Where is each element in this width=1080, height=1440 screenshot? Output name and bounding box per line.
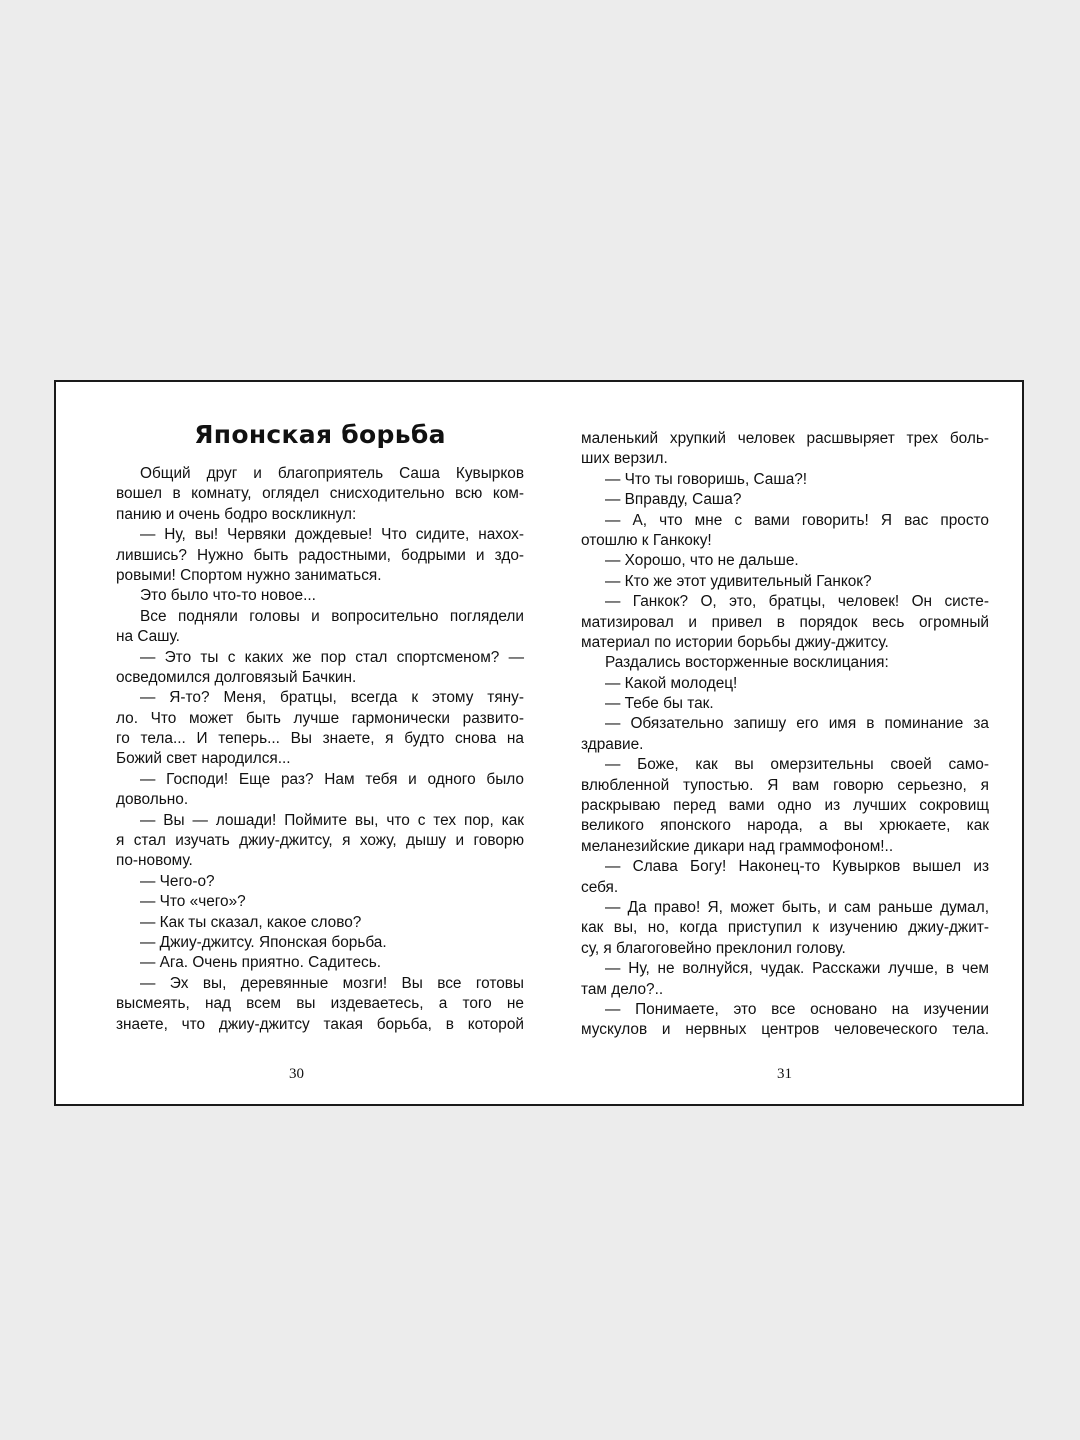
text-line: — Эх вы, деревянные мозги! Вы все готовы xyxy=(140,974,524,992)
text-line: — Вы — лошади! Поймите вы, что с тех пор, как xyxy=(140,811,524,829)
text-line: материал по истории борьбы джиу-джитсу. xyxy=(581,633,889,651)
text-line: — Да право! Я, может быть, и сам раньше думал, xyxy=(605,898,989,916)
text-line: раскрываю перед вами одно из лучших сокровищ xyxy=(581,797,989,815)
text-line: там дело?.. xyxy=(581,980,664,998)
text-line: — Это ты с каких же пор стал спортсменом? — xyxy=(140,648,524,666)
text-line: на Сашу. xyxy=(116,628,180,646)
text-line: лившись? Нужно быть радостными, бодрыми и здо- xyxy=(116,546,524,564)
text-line: — Обязательно запишу его имя в поминание за xyxy=(605,715,989,733)
text-line: Общий друг и благоприятель Саша Кувырков xyxy=(140,465,524,482)
text-line: матизировал и привел в порядок весь огромный xyxy=(581,613,989,631)
text-line: — Чего-о? xyxy=(140,872,215,890)
text-line: — Хорошо, что не дальше. xyxy=(605,552,799,570)
text-line: маленький хрупкий человек расшвыряет трех боль- xyxy=(581,430,989,447)
text-line: великого японского народа, а вы хрюкаете, как xyxy=(581,817,989,835)
right-page xyxy=(581,429,989,1041)
text-line: — Понимаете, это все основано на изучении xyxy=(605,1000,989,1018)
text-line: вошел в комнату, оглядел снисходительно всю ком- xyxy=(116,485,524,503)
page-number-right: 31 xyxy=(777,1066,792,1082)
text-line: — Как ты сказал, какое слово? xyxy=(140,913,362,931)
text-line: — Господи! Еще раз? Нам тебя и одного было xyxy=(140,770,524,788)
text-line: — Ну, вы! Червяки дождевые! Что сидите, нахох- xyxy=(140,526,524,544)
text-line: меланезийские дикари над граммофоном!.. xyxy=(581,837,894,855)
text-line: — Что ты говоришь, Саша?! xyxy=(605,470,808,488)
book-spread xyxy=(54,380,1024,1106)
text-line: по-новому. xyxy=(116,852,193,870)
text-line: панию и очень бодро воскликнул: xyxy=(116,505,357,523)
text-line: — Слава Богу! Наконец-то Кувырков вышел из xyxy=(605,858,989,876)
text-line: знаете, что джиу-джитсу такая борьба, в которой xyxy=(116,1015,524,1033)
text-line: — А, что мне с вами говорить! Я вас просто xyxy=(605,511,989,529)
text-line: Это было что-то новое... xyxy=(140,587,316,605)
page-number-left: 30 xyxy=(289,1066,304,1082)
text-line: отошлю к Ганкоку! xyxy=(581,531,712,549)
text-line: — Ганкок? О, это, братцы, человек! Он систе- xyxy=(605,593,989,611)
text-line: я стал изучать джиу-джитсу, я хожу, дышу и говорю xyxy=(116,832,524,850)
text-line: ло. Что может быть лучше гармонически развито- xyxy=(116,709,524,727)
text-line: довольно. xyxy=(116,791,189,809)
text-line: Божий свет народился... xyxy=(116,750,291,768)
text-line: высмеять, над всем вы издеваетесь, а того не xyxy=(116,995,524,1013)
text-line: осведомился долговязый Бачкин. xyxy=(116,668,357,686)
text-line: Все подняли головы и вопросительно поглядели xyxy=(140,607,524,625)
text-line: ших верзил. xyxy=(581,450,668,468)
text-line: мускулов и нервных центров человеческого тела. xyxy=(581,1021,989,1039)
text-line: — Кто же этот удивительный Ганкок? xyxy=(605,572,872,590)
text-line: как вы, но, когда приступил к изучению джиу-джит- xyxy=(581,919,989,937)
text-line: — Я-то? Меня, братцы, всегда к этому тяну- xyxy=(140,689,524,707)
left-page-text xyxy=(116,464,524,1035)
text-line: — Ага. Очень приятно. Садитесь. xyxy=(140,954,381,972)
text-line: Раздались восторженные восклицания: xyxy=(605,654,889,672)
text-line: — Что «чего»? xyxy=(140,893,246,911)
text-line: себя. xyxy=(581,878,619,896)
text-line: здравие. xyxy=(581,735,644,753)
text-line: го тела... И теперь... Вы знаете, я будто снова на xyxy=(116,730,524,748)
chapter-title: Японская борьба xyxy=(194,420,446,449)
text-line: — Боже, как вы омерзительны своей само- xyxy=(605,756,989,774)
right-page-text xyxy=(581,429,989,1041)
text-line: — Джиу-джитсу. Японская борьба. xyxy=(140,933,387,951)
text-line: — Ну, не волнуйся, чудак. Расскажи лучше, в чем xyxy=(605,960,989,978)
text-line: — Тебе бы так. xyxy=(605,695,714,713)
left-page xyxy=(116,420,524,1035)
text-line: — Вправду, Саша? xyxy=(605,491,742,509)
text-line: влюбленной тупостью. Я вам говорю серьезно, я xyxy=(581,776,989,794)
text-line: су, я благоговейно преклонил голову. xyxy=(581,939,846,957)
text-line: — Какой молодец! xyxy=(605,674,738,692)
text-line: ровыми! Спортом нужно заниматься. xyxy=(116,566,382,584)
